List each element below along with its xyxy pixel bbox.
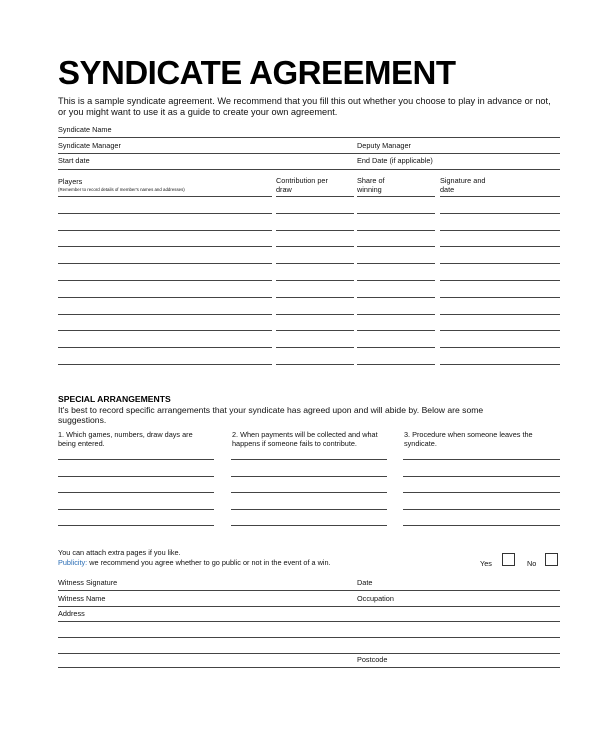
suggestion-2: 2. When payments will be collected and what happens if someone fails to contribute.	[232, 430, 378, 448]
special-arrangement-line[interactable]	[231, 459, 387, 460]
start-date-label: Start date	[58, 156, 90, 165]
player-row-line[interactable]	[357, 347, 435, 348]
player-row-line[interactable]	[276, 347, 354, 348]
player-row-line[interactable]	[440, 246, 560, 247]
date-label: Date	[357, 578, 373, 587]
player-row-line[interactable]	[58, 263, 272, 264]
player-row-line[interactable]	[440, 230, 560, 231]
special-arrangement-line[interactable]	[231, 492, 387, 493]
publicity-text: we recommend you agree whether to go public or not in the event of a win.	[89, 558, 331, 567]
player-row-line[interactable]	[440, 347, 560, 348]
page-title: SYNDICATE AGREEMENT	[58, 54, 456, 91]
postcode-label: Postcode	[357, 655, 388, 664]
witness-signature-label: Witness Signature	[58, 578, 118, 587]
player-row-line[interactable]	[440, 330, 560, 331]
occupation-label: Occupation	[357, 594, 394, 603]
player-row-line[interactable]	[440, 280, 560, 281]
player-row-line[interactable]	[58, 297, 272, 298]
player-row-line[interactable]	[58, 246, 272, 247]
special-arrangement-line[interactable]	[231, 476, 387, 477]
player-row-line[interactable]	[58, 364, 272, 365]
special-arrangement-line[interactable]	[403, 459, 560, 460]
syndicate-name-label: Syndicate Name	[58, 125, 112, 134]
player-row-line[interactable]	[276, 246, 354, 247]
address-line-2[interactable]	[58, 622, 560, 638]
player-row-line[interactable]	[440, 213, 560, 214]
player-row-line[interactable]	[357, 246, 435, 247]
player-row-line[interactable]	[58, 213, 272, 214]
player-row-line[interactable]	[58, 347, 272, 348]
witness-name-row[interactable]	[58, 591, 560, 607]
player-row-line[interactable]	[58, 196, 272, 197]
special-arrangement-line[interactable]	[403, 492, 560, 493]
special-arrangement-line[interactable]	[58, 476, 214, 477]
witness-signature-row[interactable]	[58, 575, 560, 591]
player-row-line[interactable]	[276, 213, 354, 214]
end-date-label: End Date (if applicable)	[357, 156, 433, 165]
col-share-header: Share of winning	[357, 176, 385, 194]
special-arrangement-line[interactable]	[231, 525, 387, 526]
yes-checkbox[interactable]	[502, 553, 515, 566]
col-players-note: (Remember to record details of member's names and addresses)	[58, 187, 185, 192]
player-row-line[interactable]	[276, 330, 354, 331]
player-row-line[interactable]	[440, 196, 560, 197]
player-row-line[interactable]	[440, 314, 560, 315]
player-row-line[interactable]	[357, 230, 435, 231]
special-arrangement-line[interactable]	[403, 525, 560, 526]
col-players-header: Players	[58, 177, 83, 186]
intro-paragraph: This is a sample syndicate agreement. We recommend that you fill this out whether you choose to play in advance or not, or you might want to use it as a guide to create your own agreement.	[58, 96, 551, 117]
address-label: Address	[58, 609, 85, 618]
player-row-line[interactable]	[357, 280, 435, 281]
player-row-line[interactable]	[357, 330, 435, 331]
special-arrangements-text: It's best to record specific arrangements that your syndicate has agreed upon and will abide by. Below are some suggestions.	[58, 405, 484, 425]
player-row-line[interactable]	[357, 314, 435, 315]
player-row-line[interactable]	[276, 297, 354, 298]
player-row-line[interactable]	[276, 314, 354, 315]
player-row-line[interactable]	[440, 364, 560, 365]
witness-name-label: Witness Name	[58, 594, 106, 603]
player-row-line[interactable]	[276, 196, 354, 197]
suggestion-3: 3. Procedure when someone leaves the syndicate.	[404, 430, 533, 448]
player-row-line[interactable]	[440, 297, 560, 298]
col-signature-header: Signature and date	[440, 176, 486, 194]
special-arrangement-line[interactable]	[231, 509, 387, 510]
syndicate-name-field[interactable]	[58, 122, 560, 138]
player-row-line[interactable]	[357, 297, 435, 298]
syndicate-manager-label: Syndicate Manager	[58, 141, 121, 150]
special-arrangement-line[interactable]	[58, 525, 214, 526]
manager-field-row[interactable]	[58, 138, 560, 154]
player-row-line[interactable]	[357, 213, 435, 214]
player-row-line[interactable]	[357, 364, 435, 365]
publicity-line	[58, 558, 331, 567]
no-checkbox[interactable]	[545, 553, 558, 566]
player-row-line[interactable]	[58, 230, 272, 231]
suggestion-1: 1. Which games, numbers, draw days are being entered.	[58, 430, 193, 448]
special-arrangement-line[interactable]	[403, 509, 560, 510]
yes-label: Yes	[480, 559, 492, 568]
player-row-line[interactable]	[276, 280, 354, 281]
special-arrangement-line[interactable]	[58, 459, 214, 460]
player-row-line[interactable]	[58, 280, 272, 281]
address-row[interactable]	[58, 606, 560, 622]
player-row-line[interactable]	[58, 330, 272, 331]
extra-pages-note: You can attach extra pages if you like.	[58, 548, 181, 557]
col-contribution-header: Contribution per draw	[276, 176, 328, 194]
special-arrangements-heading: SPECIAL ARRANGEMENTS	[58, 394, 171, 404]
player-row-line[interactable]	[357, 196, 435, 197]
special-arrangement-line[interactable]	[58, 492, 214, 493]
publicity-label: Publicity:	[58, 558, 88, 567]
special-arrangement-line[interactable]	[58, 509, 214, 510]
no-label: No	[527, 559, 537, 568]
postcode-row[interactable]	[58, 652, 560, 668]
date-field-row[interactable]	[58, 154, 560, 170]
player-row-line[interactable]	[276, 364, 354, 365]
player-row-line[interactable]	[357, 263, 435, 264]
player-row-line[interactable]	[58, 314, 272, 315]
player-row-line[interactable]	[440, 263, 560, 264]
player-row-line[interactable]	[276, 263, 354, 264]
special-arrangement-line[interactable]	[403, 476, 560, 477]
player-row-line[interactable]	[276, 230, 354, 231]
deputy-manager-label: Deputy Manager	[357, 141, 411, 150]
